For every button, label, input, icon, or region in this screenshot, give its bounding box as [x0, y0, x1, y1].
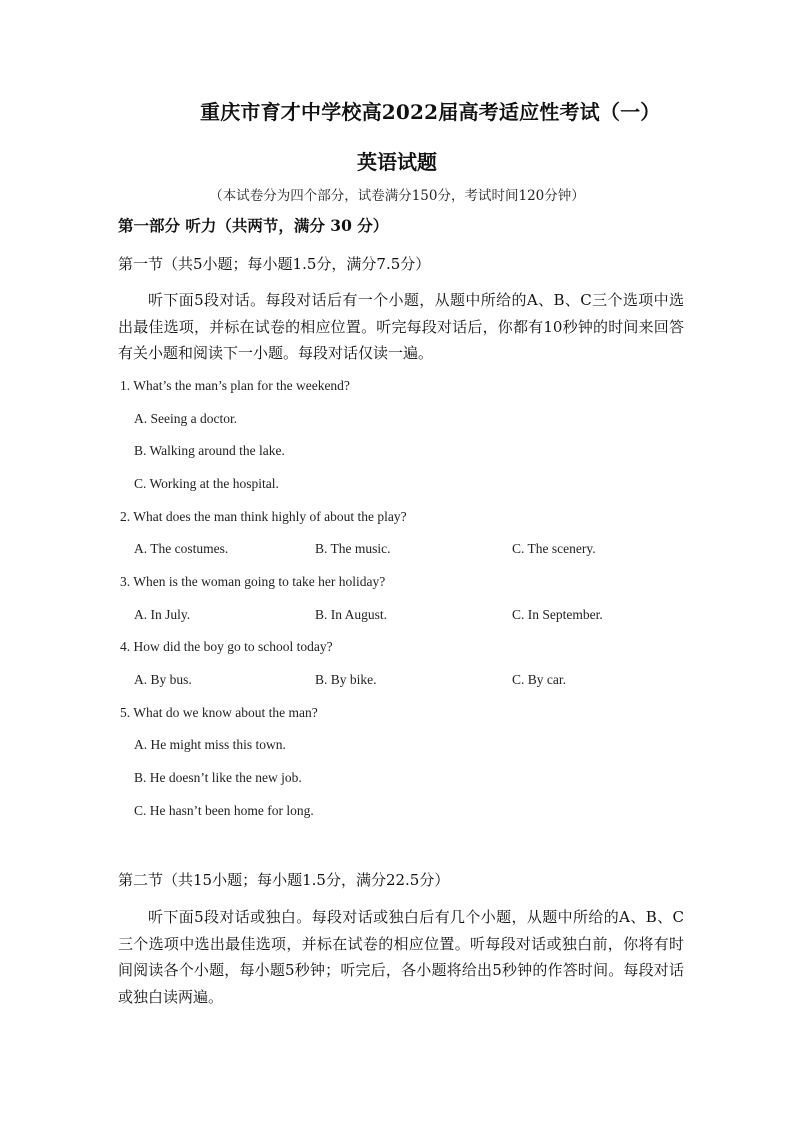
question-4-option-c: C. By car.	[512, 672, 566, 687]
question-5: 5. What do we know about the man?	[120, 705, 318, 720]
exam-subtitle: 英语试题	[357, 150, 437, 174]
question-2-option-a: A. The costumes.	[134, 541, 229, 556]
question-5-option-a: A. He might miss this town.	[134, 737, 286, 752]
exam-title: 重庆市育才中学校高2022届高考适应性考试（一）	[200, 100, 661, 124]
question-3-option-a: A. In July.	[134, 607, 191, 622]
question-1-option-c: C. Working at the hospital.	[134, 476, 279, 491]
question-5-option-b: B. He doesn’t like the new job.	[134, 770, 302, 785]
question-5-option-c: C. He hasn’t been home for long.	[134, 803, 314, 818]
question-1: 1. What’s the man’s plan for the weekend?	[120, 378, 350, 393]
question-1-option-b: B. Walking around the lake.	[134, 443, 285, 458]
question-1-option-a: A. Seeing a doctor.	[134, 411, 238, 426]
question-2-option-c: C. The scenery.	[512, 541, 596, 556]
question-3-option-c: C. In September.	[512, 607, 603, 622]
question-4-option-a: A. By bus.	[134, 672, 192, 687]
section2-instructions: 听下面5段对话或独白。每段对话或独白后有几个小题，从题中所给的A、B、C三个选项中选出最佳选项，并标在试卷的相应位置。听每段对话或独白前，你将有时间阅读各个小题，每小题5秒钟；听完后，各小题将给出5秒钟的作答时间。每段对话或独白读两遍。	[118, 908, 684, 1006]
section1-title: 第一节（共5小题；每小题1.5分，满分7.5分）	[118, 255, 431, 273]
question-4-option-b: B. By bike.	[315, 672, 377, 687]
question-4: 4. How did the boy go to school today?	[120, 639, 333, 654]
part1-title: 第一部分 听力（共两节，满分 30 分）	[118, 216, 389, 235]
section1-instructions: 听下面5段对话。每段对话后有一个小题，从题中所给的A、B、C三个选项中选出最佳选项，并标在试卷的相应位置。听完每段对话后，你都有10秒钟的时间来回答有关小题和阅读下一小题。每段对话仅读一遍。	[118, 291, 684, 362]
question-3: 3. When is the woman going to take her holiday?	[120, 574, 386, 589]
exam-note: （本试卷分为四个部分，试卷满分150分，考试时间120分钟）	[209, 188, 585, 204]
question-2: 2. What does the man think highly of about the play?	[120, 509, 407, 524]
question-3-option-b: B. In August.	[315, 607, 388, 622]
question-2-option-b: B. The music.	[315, 541, 391, 556]
section2-title: 第二节（共15小题；每小题1.5分，满分22.5分）	[118, 871, 450, 889]
